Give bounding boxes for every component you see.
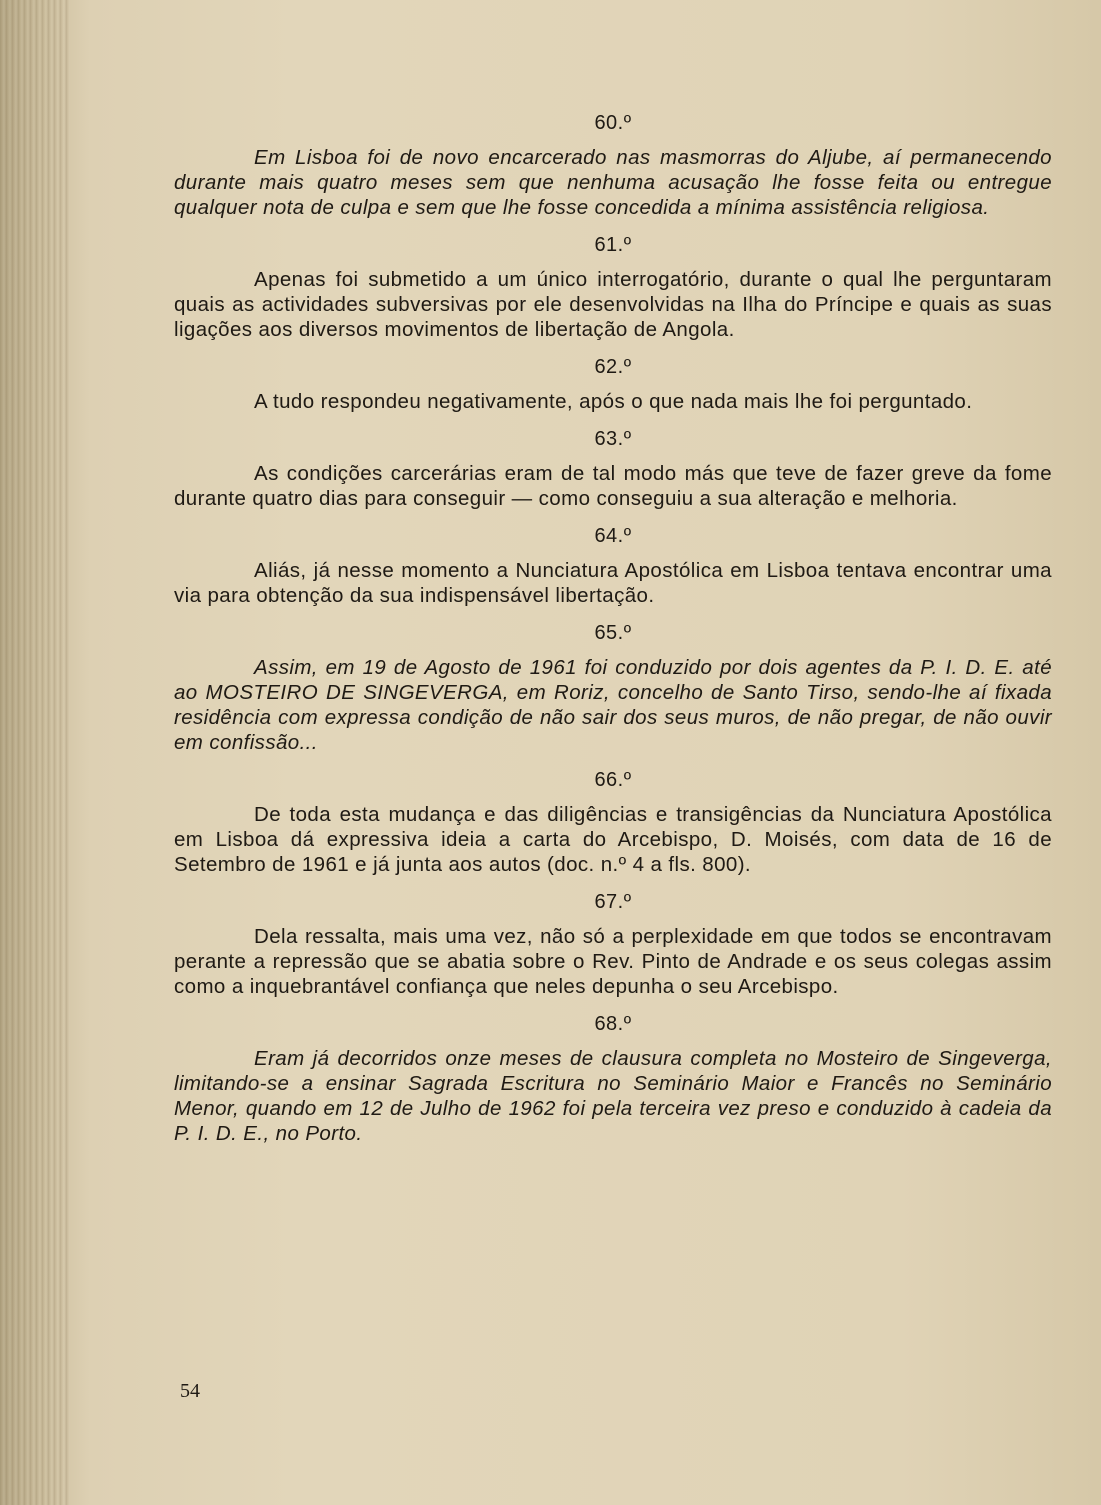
article-number: 64.º: [594, 525, 632, 547]
article-paragraph: A tudo respondeu negativamente, após o que nada mais lhe foi perguntado.: [254, 390, 973, 413]
article-number: 60.º: [594, 112, 632, 134]
article-number: 65.º: [594, 622, 632, 644]
article-paragraph: Dela ressalta, mais uma vez, não só a perplexidade em que todos se encontravam perante a repressão que se abatia sobre o Rev. Pinto de Andrade e os seus colegas assim como a inquebrantável confiança que neles depunha o seu Arcebispo.: [174, 925, 1052, 998]
page-number: 54: [180, 1380, 200, 1402]
article-number: 63.º: [594, 428, 632, 450]
article-number: 62.º: [594, 356, 632, 378]
article-paragraph: Em Lisboa foi de novo encarcerado nas masmorras do Aljube, aí permanecendo durante mais quatro meses sem que nenhuma acusação lhe fosse feita ou entregue qualquer nota de culpa e sem que lhe fosse concedida a mínima assistência religiosa.: [174, 146, 1052, 219]
article-paragraph: De toda esta mudança e das diligências e transigências da Nunciatura Apostólica em Lisboa dá expressiva ideia a carta do Arcebispo, D. Moisés, com data de 16 de Setembro de 1961 e já junta aos autos (doc. n.º 4 a fls. 800).: [174, 803, 1052, 876]
article-paragraph: As condições carcerárias eram de tal modo más que teve de fazer greve da fome durante quatro dias para conseguir — como conseguiu a sua alteração e melhoria.: [174, 462, 1052, 510]
text-body: [174, 112, 1052, 1160]
article-paragraph: Eram já decorridos onze meses de clausura completa no Mosteiro de Singeverga, limitando-se a ensinar Sagrada Escritura no Seminário Maior e Francês no Seminário Menor, quando em 12 de Julho de 1962 foi pela terceira vez preso e conduzido à cadeia da P. I. D. E., no Porto.: [174, 1047, 1052, 1145]
article-number: 61.º: [594, 234, 632, 256]
article-paragraph: Aliás, já nesse momento a Nunciatura Apostólica em Lisboa tentava encontrar uma via para obtenção da sua indispensável libertação.: [174, 559, 1052, 607]
article-paragraph: Apenas foi submetido a um único interrogatório, durante o qual lhe perguntaram quais as actividades subversivas por ele desenvolvidas na Ilha do Príncipe e quais as suas ligações aos diversos movimentos de libertação de Angola.: [174, 268, 1052, 341]
article-number: 67.º: [594, 891, 632, 913]
article-paragraph: Assim, em 19 de Agosto de 1961 foi conduzido por dois agentes da P. I. D. E. até ao MOSTEIRO DE SINGEVERGA, em Roriz, concelho de Santo Tirso, sendo-lhe aí fixada residência com expressa condição de não sair dos seus muros, de não pregar, de não ouvir em confissão...: [174, 656, 1052, 754]
article-number: 66.º: [594, 769, 632, 791]
book-binding-edge: [0, 0, 70, 1505]
article-number: 68.º: [594, 1013, 632, 1035]
